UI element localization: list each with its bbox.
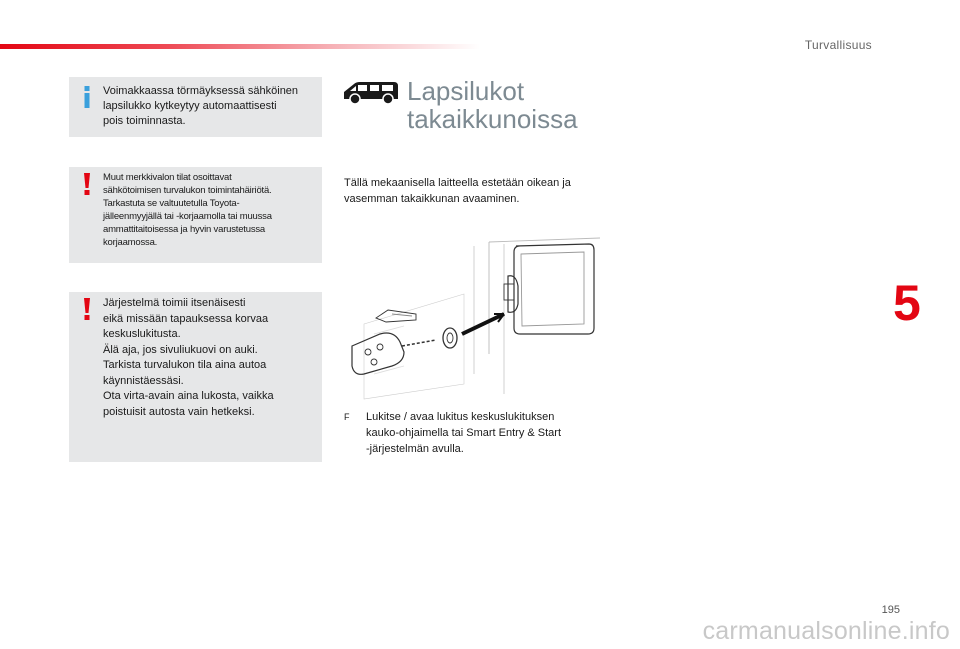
warning-box-system: [69, 292, 322, 462]
warning-icon: [83, 298, 91, 325]
info-box-text: [103, 84, 318, 129]
warning-line: keskuslukitusta.: [103, 328, 181, 340]
section-heading: [407, 77, 578, 133]
info-icon: [83, 86, 91, 113]
warning-box-text: [103, 296, 318, 420]
info-box: [69, 77, 322, 137]
warning-line: Älä aja, jos sivuliukuovi on auki.: [103, 343, 258, 356]
warning-line: korjaamossa.: [103, 237, 158, 248]
warning-line: sähkötoimisen turvalukon toimintahäiriötä.: [103, 185, 272, 196]
top-accent-bar: [0, 44, 480, 49]
section-title: Turvallisuus: [804, 38, 872, 52]
warning-line: Muut merkkivalon tilat osoittavat: [103, 172, 232, 183]
bullet-marker: F: [344, 412, 350, 422]
warning-line: käynnistäessäsi.: [103, 374, 184, 387]
warning-line: Tarkista turvalukon tila aina autoa: [103, 359, 267, 371]
intro-line: Tällä mekaanisella laitteella estetään oikean ja: [344, 177, 571, 189]
warning-icon: [83, 173, 91, 200]
warning-box-text: [103, 171, 318, 249]
info-line: pois toiminnasta.: [103, 115, 186, 127]
warning-line: jälleenmyyjällä tai -korjaamolla tai muussa: [103, 211, 272, 222]
warning-line: Järjestelmä toimii itsenäisesti: [103, 297, 246, 309]
section-heading-line: Lapsilukot: [407, 76, 525, 106]
info-line: lapsilukko kytkeytyy automaattisesti: [103, 100, 277, 112]
chapter-number: 5: [893, 275, 921, 331]
info-line: Voimakkaassa törmäyksessä sähköinen: [103, 85, 299, 97]
instruction-line: Lukitse / avaa lukitus keskuslukituksen: [366, 411, 555, 423]
instruction-line: kauko-ohjaimella tai Smart Entry & Start: [366, 427, 562, 439]
instruction-line: -järjestelmän avulla.: [366, 443, 464, 455]
intro-line: vasemman takaikkunan avaaminen.: [344, 193, 520, 205]
warning-line: eikä missään tapauksessa korvaa: [103, 312, 269, 325]
van-icon: [342, 79, 400, 110]
watermark: carmanualsonline.info: [702, 617, 950, 645]
instruction-text: [366, 409, 606, 457]
section-heading-line: takaikkunoissa: [407, 104, 578, 134]
child-lock-illustration: [344, 234, 600, 409]
warning-line: poistuisit autosta vain hetkeksi.: [103, 405, 255, 418]
warning-line: Tarkastuta se valtuutetulla Toyota-: [103, 198, 240, 209]
warning-box-malfunction: [69, 167, 322, 263]
page-number: 195: [881, 604, 900, 616]
intro-paragraph: [344, 175, 604, 207]
warning-line: Ota virta-avain aina lukosta, vaikka: [103, 390, 274, 402]
warning-line: ammattitaitoisessa ja hyvin varustetussa: [103, 224, 266, 235]
